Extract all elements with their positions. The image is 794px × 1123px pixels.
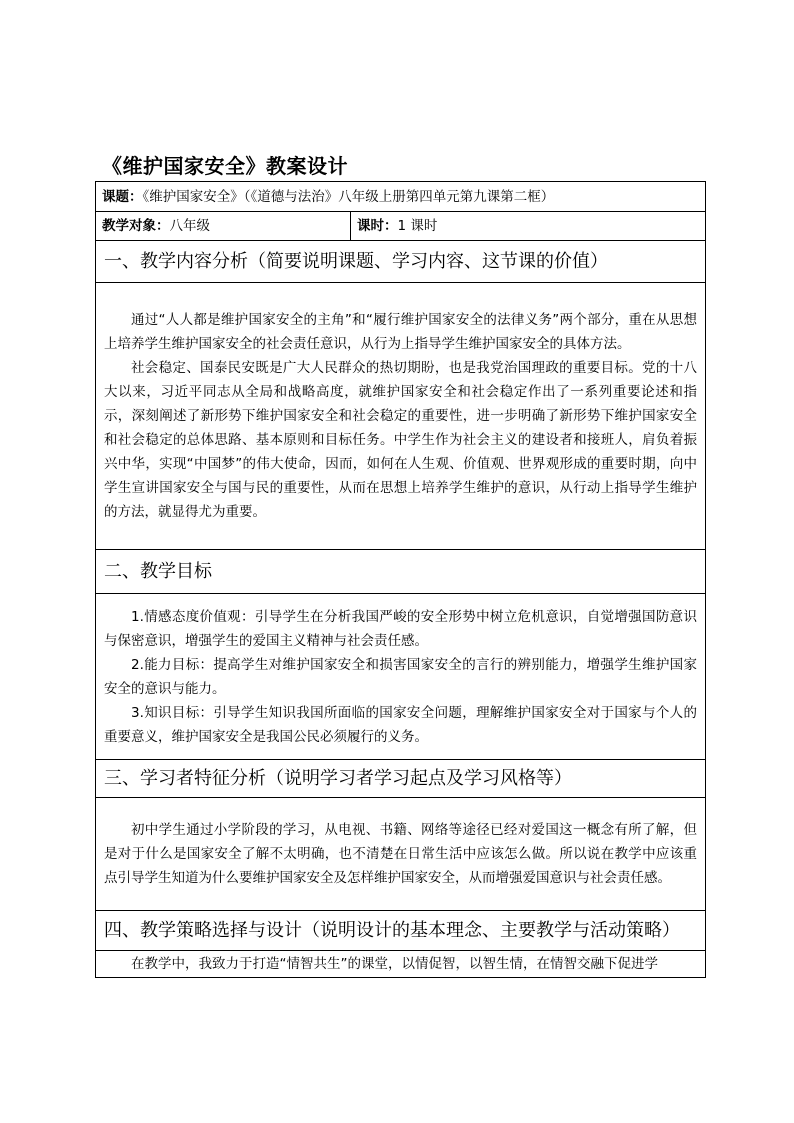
audience-label: 教学对象： xyxy=(102,218,170,234)
section-3-paragraph-1: 初中学生通过小学阶段的学习，从电视、书籍、网络等途径已经对爱国这一概念有所了解，但是对于什么是国家安全了解不太明确，也不清楚在日常生活中应该怎么做。所以说在教学中应该重点引导学生知道为什么要维护国家安全及怎样维护国家安全，从而增强爱国意识与社会责任感。 xyxy=(104,822,697,886)
topic-value: 《维护国家安全》（《道德与法治》八年级上册第四单元第九课第二框） xyxy=(142,188,555,205)
lesson-plan-table xyxy=(95,181,706,978)
section-1-heading-row xyxy=(96,241,706,283)
section-4-body-row xyxy=(96,951,706,978)
audience-cell xyxy=(96,212,351,241)
section-3-heading-row xyxy=(96,760,706,798)
section-1-heading: 一、教学内容分析（简要说明课题、学习内容、这节课的价值） xyxy=(96,241,706,283)
topic-row xyxy=(96,182,706,212)
section-4-paragraph-1: 在教学中，我致力于打造“情智共生”的课堂，以情促智，以智生情，在情智交融下促进学 xyxy=(131,956,658,972)
section-1-paragraph-1: 通过“人人都是维护国家安全的主角”和“履行维护国家安全的法律义务”两个部分，重在从思想上培养学生维护国家安全的社会责任意识，从行为上指导学生维护国家安全的具体方法。 xyxy=(104,312,697,352)
document-title: 《维护国家安全》教案设计 xyxy=(102,154,348,178)
section-1-body-row xyxy=(96,283,706,550)
topic-label: 课题： xyxy=(102,188,143,205)
section-3-body xyxy=(96,798,706,911)
section-3-heading: 三、学习者特征分析（说明学习者学习起点及学习风格等） xyxy=(96,760,706,798)
section-1-body xyxy=(96,283,706,550)
section-2-paragraph-3: 3.知识目标：引导学生知识我国所面临的国家安全问题，理解维护国家安全对于国家与个人的重要意义，维护国家安全是我国公民必须履行的义务。 xyxy=(104,704,697,745)
section-2-paragraph-2: 2.能力目标：提高学生对维护国家安全和损害国家安全的言行的辨别能力，增强学生维护国家安全的意识与能力。 xyxy=(104,656,697,697)
section-2-body xyxy=(96,594,706,760)
audience-value: 八年级 xyxy=(169,218,210,234)
section-4-heading: 四、教学策略选择与设计（说明设计的基本理念、主要教学与活动策略） xyxy=(96,911,706,951)
section-2-paragraph-1: 1.情感态度价值观：引导学生在分析我国严峻的安全形势中树立危机意识，自觉增强国防意识与保密意识，增强学生的爱国主义精神与社会责任感。 xyxy=(104,608,697,649)
topic-cell xyxy=(96,182,706,212)
audience-row xyxy=(96,212,706,241)
hours-label: 课时： xyxy=(357,218,398,234)
section-2-heading-row xyxy=(96,550,706,594)
hours-value: 1 课时 xyxy=(397,218,438,234)
section-3-body-row xyxy=(96,798,706,911)
section-1-paragraph-2: 社会稳定、国泰民安既是广大人民群众的热切期盼，也是我党治国理政的重要目标。党的十八大以来，习近平同志从全局和战略高度，就维护国家安全和社会稳定作出了一系列重要论述和指示，深刻阐述了新形势下维护国家安全和社会稳定的重要性，进一步明确了新形势下维护国家安全和社会稳定的总体思路、基本原则和目标任务。中学生作为社会主义的建设者和接班人，肩负着振兴中华，实现“中国梦”的伟大使命，因而，如何在人生观、价值观、世界观形成的重要时期，向中学生宣讲国家安全与国与民的重要性，从而在思想上培养学生维护的意识，从行动上指导学生维护的方法，就显得尤为重要。 xyxy=(104,360,697,520)
section-2-heading: 二、教学目标 xyxy=(96,550,706,594)
hours-cell xyxy=(351,212,706,241)
section-2-body-row xyxy=(96,594,706,760)
section-4-body xyxy=(96,951,706,978)
section-4-heading-row xyxy=(96,911,706,951)
